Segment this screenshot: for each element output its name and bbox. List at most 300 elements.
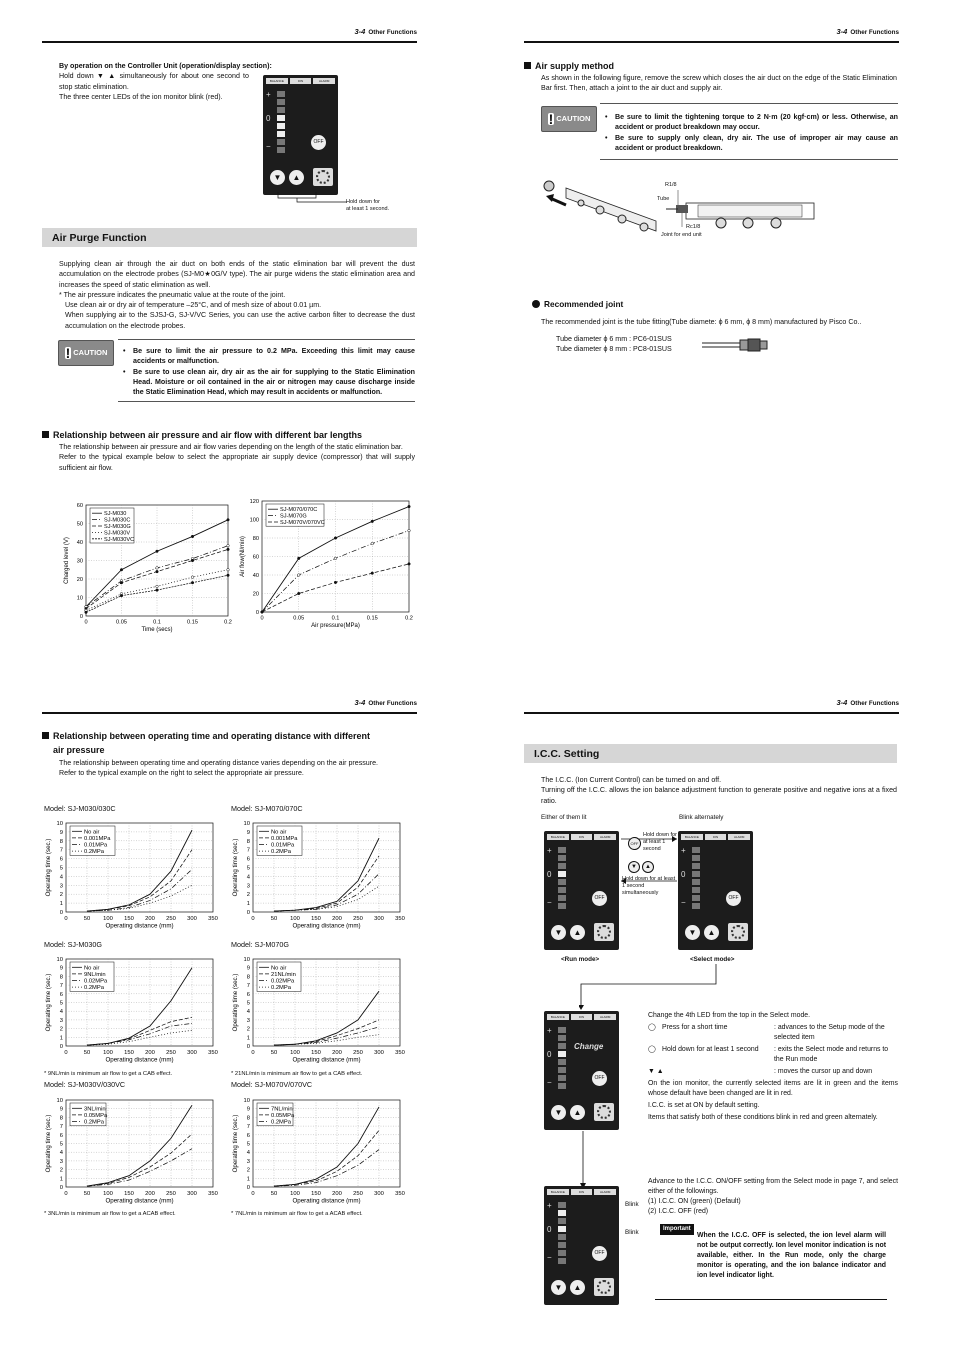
panel-label: ION bbox=[571, 1189, 593, 1195]
legend-label: 0.2MPa bbox=[271, 985, 291, 992]
fig-joint: Joint for end unit bbox=[661, 232, 702, 238]
down-button[interactable]: ▼ bbox=[685, 925, 700, 940]
data-point bbox=[334, 557, 337, 560]
chart-svg bbox=[62, 497, 232, 642]
x-axis-label: Operating distance (mm) bbox=[105, 1197, 174, 1205]
fig-rc18: Rc1/8 bbox=[686, 224, 701, 230]
plus-icon: + bbox=[547, 1201, 552, 1210]
legend-label: SJ-M070V/070VC bbox=[280, 520, 325, 526]
data-point bbox=[156, 567, 159, 570]
y-tick-label: 10 bbox=[76, 595, 83, 602]
op-time-title-l1: Relationship between operating time and operating distance with different bbox=[53, 731, 371, 741]
purge-p2: * The air pressure indicates the pneumatic value at the route of the joint. bbox=[59, 290, 286, 299]
y-tick-label: 4 bbox=[59, 1009, 63, 1016]
panel-label: BALANCE bbox=[547, 834, 569, 840]
note-3nl: * 3NL/min is minimum air flow to get a ACAB effect. bbox=[44, 1211, 176, 1217]
data-point bbox=[297, 592, 300, 595]
legend-label: SJ-M030 bbox=[104, 511, 127, 518]
caution-item: • Be sure to use clean air, dry air as the air for supplying to the Static Elimination Head. Moisture or oil contained in the air or nitrogen may cause discharge inside the Static Elimination Head, which may result in accidents or malfunction. bbox=[123, 367, 415, 398]
up-button[interactable]: ▲ bbox=[570, 1105, 585, 1120]
panel-label: ALARM bbox=[728, 834, 750, 840]
y-tick-label: 6 bbox=[246, 991, 250, 998]
hold-bottom-label: Hold down for at least 1 second simultaneously bbox=[622, 876, 676, 896]
x-tick-label: 0 bbox=[251, 915, 255, 922]
x-tick-label: 350 bbox=[208, 915, 218, 922]
legend-label: 0.05MPa bbox=[84, 1112, 108, 1119]
y-tick-label: 0 bbox=[246, 910, 250, 916]
legend-label: No air bbox=[84, 829, 100, 836]
x-tick-label: 150 bbox=[311, 915, 321, 922]
purge-p4: When supplying air to the SJSJ-G, SJ-V/VC Series, you can use the active carbon filter to decrease the dust accumulation on the electrode probes. bbox=[65, 311, 415, 330]
rel-text bbox=[59, 442, 415, 473]
y-tick-label: 10 bbox=[56, 957, 63, 963]
legend-label: No air bbox=[84, 965, 100, 972]
y-axis-label: Air flow(Nl/min) bbox=[240, 536, 246, 577]
panel-label: ALARM bbox=[313, 78, 335, 84]
x-tick-label: 300 bbox=[187, 915, 197, 922]
panel-label: ALARM bbox=[594, 1014, 616, 1020]
data-point bbox=[334, 581, 337, 584]
header-rule bbox=[524, 41, 899, 43]
y-tick-label: 1 bbox=[59, 901, 63, 908]
blink-label-1: Blink bbox=[625, 1201, 639, 1208]
rec-list bbox=[556, 334, 672, 355]
y-tick-label: 10 bbox=[56, 821, 63, 827]
page-top-right bbox=[524, 27, 899, 677]
recommended-joint-title bbox=[532, 299, 623, 311]
zero-icon: 0 bbox=[547, 1225, 552, 1234]
panel-top-labels bbox=[681, 834, 750, 840]
legend-label: 0.2MPa bbox=[271, 1119, 291, 1126]
y-axis-label: Operating time (sec.) bbox=[45, 1114, 52, 1173]
select-mode-label: <Select mode> bbox=[690, 956, 735, 963]
y-axis-label: Charged level (V) bbox=[64, 537, 70, 584]
op-time-title bbox=[42, 730, 417, 743]
y-tick-label: 9 bbox=[59, 965, 63, 972]
y-tick-label: 2 bbox=[246, 1167, 250, 1174]
caution-label: CAUTION bbox=[73, 347, 108, 357]
y-tick-label: 4 bbox=[59, 1150, 63, 1157]
controller-op-text bbox=[59, 61, 272, 102]
page-top-left bbox=[42, 27, 417, 677]
y-tick-label: 9 bbox=[246, 829, 250, 836]
change-title: Change the 4th LED from the top in the Select mode. bbox=[648, 1012, 811, 1019]
page-header-title: Other Functions bbox=[850, 29, 899, 36]
header-rule bbox=[42, 41, 417, 43]
data-point bbox=[156, 585, 159, 588]
panel-label: BALANCE bbox=[266, 78, 288, 84]
y-tick-label: 2 bbox=[59, 1026, 63, 1033]
x-tick-label: 100 bbox=[103, 915, 113, 922]
caution-label: CAUTION bbox=[556, 113, 591, 123]
y-tick-label: 7 bbox=[59, 983, 63, 990]
led-bar bbox=[558, 1027, 566, 1091]
option-off: (2) I.C.C. OFF (red) bbox=[648, 1208, 709, 1215]
op-tail: simultaneously for about one second to stop static elimination. bbox=[59, 72, 249, 91]
x-tick-label: 0.2 bbox=[405, 615, 413, 622]
x-axis-label: Operating distance (mm) bbox=[105, 922, 174, 930]
up-button[interactable]: ▲ bbox=[704, 925, 719, 940]
x-axis-label: Operating distance (mm) bbox=[292, 922, 361, 930]
hold-note-line1: Hold down for bbox=[346, 199, 380, 205]
off-button[interactable]: OFF bbox=[592, 1246, 607, 1261]
legend-label: 21NL/min bbox=[271, 971, 296, 978]
y-tick-label: 4 bbox=[246, 1150, 250, 1157]
page-number: 3-4 bbox=[354, 698, 366, 707]
dial-icon bbox=[313, 168, 333, 186]
panel-top-labels bbox=[547, 1014, 616, 1020]
icc-default-text: I.C.C. is set at ON by default setting. bbox=[648, 1102, 760, 1109]
monitor-text: On the ion monitor, the currently selected items are lit in green and the items whose default have been changed are lit in red. bbox=[648, 1080, 898, 1097]
legend-label: 7NL/min bbox=[271, 1106, 293, 1113]
y-tick-label: 3 bbox=[246, 1017, 250, 1024]
led-bar bbox=[692, 847, 700, 911]
data-point bbox=[408, 505, 411, 508]
y-tick-label: 3 bbox=[59, 883, 63, 890]
y-tick-label: 30 bbox=[76, 558, 83, 565]
y-tick-label: 7 bbox=[246, 1124, 250, 1131]
zero-icon: 0 bbox=[547, 870, 552, 879]
chart-sj-m030v bbox=[44, 1095, 219, 1211]
legend-label: SJ-M070/070C bbox=[280, 507, 318, 514]
legend-label: 0.02MPa bbox=[271, 978, 295, 985]
panel-label: ALARM bbox=[594, 834, 616, 840]
off-button[interactable]: OFF bbox=[592, 891, 607, 906]
x-tick-label: 0 bbox=[64, 1049, 68, 1056]
panel-label: ION bbox=[571, 1014, 593, 1020]
y-tick-label: 3 bbox=[246, 883, 250, 890]
plus-icon: + bbox=[547, 1026, 552, 1035]
x-tick-label: 100 bbox=[290, 915, 300, 922]
row1-left: Press for a short time bbox=[662, 1024, 728, 1031]
caution-box bbox=[600, 103, 898, 160]
y-tick-label: 8 bbox=[59, 1115, 63, 1122]
zero-icon: 0 bbox=[547, 1050, 552, 1059]
page-bottom-right bbox=[524, 698, 899, 1303]
row2-right: : exits the Select mode and returns to the Run mode bbox=[774, 1046, 889, 1063]
down-button-icon: ▼ bbox=[628, 861, 640, 873]
square-bullet-icon bbox=[42, 431, 49, 438]
x-tick-label: 350 bbox=[395, 915, 405, 922]
page-header-title: Other Functions bbox=[368, 29, 417, 36]
x-tick-label: 250 bbox=[166, 1049, 176, 1056]
data-point bbox=[334, 537, 337, 540]
page-header bbox=[355, 698, 417, 709]
hold-note-line2: at least 1 second. bbox=[346, 205, 390, 212]
y-tick-label: 1 bbox=[246, 1176, 250, 1183]
x-axis-label: Air pressure(MPa) bbox=[311, 623, 360, 630]
up-button[interactable]: ▲ bbox=[289, 170, 304, 185]
change-panel bbox=[544, 1011, 619, 1130]
panel-label: ION bbox=[290, 78, 312, 84]
chart-svg bbox=[238, 497, 413, 642]
dial-icon bbox=[594, 1278, 614, 1296]
up-button[interactable]: ▲ bbox=[570, 1280, 585, 1295]
y-tick-label: 0 bbox=[246, 1185, 250, 1191]
legend-label: 0.2MPa bbox=[271, 849, 291, 856]
y-tick-label: 9 bbox=[246, 965, 250, 972]
data-point bbox=[408, 563, 411, 566]
chart-svg bbox=[231, 818, 406, 936]
y-axis-label: Operating time (sec.) bbox=[45, 973, 52, 1032]
x-tick-label: 200 bbox=[145, 1049, 155, 1056]
off-button[interactable]: OFF bbox=[726, 891, 741, 906]
icc-onoff-text bbox=[648, 1177, 898, 1217]
chart-svg bbox=[44, 954, 219, 1070]
y-tick-label: 8 bbox=[246, 838, 250, 845]
page-header bbox=[355, 27, 417, 38]
y-tick-label: 9 bbox=[246, 1106, 250, 1113]
x-tick-label: 100 bbox=[103, 1049, 113, 1056]
x-tick-label: 0.1 bbox=[153, 619, 161, 626]
y-tick-label: 100 bbox=[249, 517, 259, 524]
data-point bbox=[297, 557, 300, 560]
page-header bbox=[837, 27, 899, 38]
icc-p2: Turning off the I.C.C. allows the ion balance adjustment function to generate positive and negative ions at a fixed ratio. bbox=[541, 786, 897, 805]
x-tick-label: 150 bbox=[124, 1049, 134, 1056]
y-tick-label: 8 bbox=[59, 838, 63, 845]
chart-title: Model: SJ-M030/030C bbox=[44, 804, 116, 813]
either-lit-label: Either of them lit bbox=[541, 814, 587, 821]
up-button-icon: ▲ bbox=[108, 72, 117, 81]
minus-icon: − bbox=[547, 898, 552, 907]
y-tick-label: 1 bbox=[59, 1176, 63, 1183]
dial-icon bbox=[594, 923, 614, 941]
page-number: 3-4 bbox=[836, 27, 848, 36]
chart-sj-m070v bbox=[231, 1095, 406, 1211]
x-tick-label: 200 bbox=[145, 915, 155, 922]
off-button-icon: ◯ bbox=[648, 1024, 656, 1031]
down-button-icon: ▼ bbox=[96, 72, 106, 81]
row3-right: : moves the cursor up and down bbox=[774, 1068, 873, 1075]
flow-arrow bbox=[579, 964, 719, 1010]
data-point bbox=[85, 611, 88, 614]
x-tick-label: 200 bbox=[332, 1190, 342, 1197]
y-tick-label: 50 bbox=[76, 521, 83, 528]
y-tick-label: 10 bbox=[243, 821, 250, 827]
caution-item: • Be sure to limit the tightening torque to 2 N·m (20 kgf·cm) or less. Otherwise, an accident or product breakdown may occur. bbox=[605, 112, 898, 133]
down-button[interactable]: ▼ bbox=[551, 1280, 566, 1295]
hold-top-label: Hold down for at least 1 second bbox=[643, 832, 677, 852]
y-tick-label: 7 bbox=[59, 847, 63, 854]
off-button[interactable]: OFF bbox=[311, 135, 326, 150]
op-line1 bbox=[59, 71, 249, 92]
data-point bbox=[227, 544, 230, 547]
x-tick-label: 250 bbox=[353, 1190, 363, 1197]
data-point bbox=[408, 529, 411, 532]
y-tick-label: 0 bbox=[59, 1185, 63, 1191]
panel-label: BALANCE bbox=[681, 834, 703, 840]
x-tick-label: 250 bbox=[353, 915, 363, 922]
page-header bbox=[837, 698, 899, 709]
x-tick-label: 100 bbox=[290, 1190, 300, 1197]
y-tick-label: 3 bbox=[59, 1017, 63, 1024]
hold-down-leader-lines bbox=[272, 192, 347, 204]
x-tick-label: 350 bbox=[208, 1049, 218, 1056]
x-tick-label: 0.05 bbox=[293, 615, 305, 622]
chart-svg bbox=[44, 1095, 219, 1211]
legend-label: No air bbox=[271, 965, 287, 972]
purge-p1: Supplying clean air through the air duct on both ends of the static elimination bar will prevent the dust accumulation on the electrode probes (SJ-M0★0G/V type). The air purge widens the static elimination area and increases the speed of static elimination as well. bbox=[59, 260, 415, 289]
zero-icon: 0 bbox=[266, 114, 271, 123]
flow-arrow-down bbox=[579, 1131, 587, 1189]
y-tick-label: 60 bbox=[252, 554, 259, 561]
x-tick-label: 200 bbox=[145, 1190, 155, 1197]
caution-badge bbox=[541, 106, 597, 132]
page-number: 3-4 bbox=[354, 27, 366, 36]
chart-air-flow bbox=[238, 497, 413, 642]
up-down-buttons-icon: ▼ ▲ bbox=[648, 1068, 664, 1075]
legend-label: 0.001MPa bbox=[271, 835, 298, 842]
warning-icon: ! bbox=[65, 345, 71, 361]
x-tick-label: 300 bbox=[374, 1049, 384, 1056]
chart-title: Model: SJ-M070V/070VC bbox=[231, 1080, 313, 1089]
y-tick-label: 0 bbox=[255, 610, 259, 616]
x-tick-label: 50 bbox=[83, 1190, 91, 1197]
down-button[interactable]: ▼ bbox=[551, 1105, 566, 1120]
panel-top-labels bbox=[547, 1189, 616, 1195]
data-point bbox=[120, 594, 123, 597]
minus-icon: − bbox=[681, 898, 686, 907]
y-tick-label: 7 bbox=[59, 1124, 63, 1131]
x-tick-label: 300 bbox=[187, 1049, 197, 1056]
x-tick-label: 100 bbox=[290, 1049, 300, 1056]
y-tick-label: 40 bbox=[76, 540, 83, 546]
y-tick-label: 6 bbox=[59, 856, 63, 863]
legend-label: SJ-M070G bbox=[280, 513, 307, 520]
y-tick-label: 10 bbox=[243, 957, 250, 963]
caution-item: • Be sure to limit the air pressure to 0.2 MPa. Exceeding this limit may cause accidents or malfunction. bbox=[123, 346, 415, 367]
legend-label: 0.2MPa bbox=[84, 849, 104, 856]
rec-title-text: Recommended joint bbox=[544, 299, 624, 309]
y-tick-label: 10 bbox=[56, 1098, 63, 1104]
y-tick-label: 8 bbox=[59, 974, 63, 981]
dial-icon bbox=[728, 923, 748, 941]
y-tick-label: 2 bbox=[246, 892, 250, 899]
y-tick-label: 3 bbox=[59, 1158, 63, 1165]
data-point bbox=[371, 520, 374, 523]
plus-icon: + bbox=[266, 90, 271, 99]
x-tick-label: 50 bbox=[83, 1049, 91, 1056]
led-bar bbox=[558, 1202, 566, 1266]
data-point bbox=[191, 576, 194, 579]
row-hold bbox=[648, 1045, 898, 1065]
x-tick-label: 300 bbox=[187, 1190, 197, 1197]
legend-label: 9NL/min bbox=[84, 971, 106, 978]
page-number: 3-4 bbox=[836, 698, 848, 707]
x-tick-label: 150 bbox=[311, 1049, 321, 1056]
y-tick-label: 60 bbox=[76, 503, 83, 509]
legend-label: 0.2MPa bbox=[84, 985, 104, 992]
chart-sj-m030g bbox=[44, 954, 219, 1070]
chart-svg bbox=[231, 954, 406, 1070]
rec-text: The recommended joint is the tube fitting(Tube diamete: ϕ 6 mm, ϕ 8 mm) manufactured by Pisco Co.. bbox=[541, 318, 862, 326]
note-21nl: * 21NL/min is minimum air flow to get a CAB effect. bbox=[231, 1071, 363, 1077]
legend-label: 0.01MPa bbox=[84, 842, 108, 849]
y-tick-label: 80 bbox=[252, 536, 259, 542]
legend-label: SJ-M030V bbox=[104, 530, 131, 537]
y-tick-label: 2 bbox=[246, 1026, 250, 1033]
off-button-icon: ◯ bbox=[648, 1046, 656, 1053]
x-tick-label: 0 bbox=[251, 1190, 255, 1197]
panel-label: BALANCE bbox=[547, 1014, 569, 1020]
plus-icon: + bbox=[547, 846, 552, 855]
y-tick-label: 6 bbox=[246, 856, 250, 863]
y-tick-label: 4 bbox=[246, 1009, 250, 1016]
op-time-title-l2: air pressure bbox=[53, 745, 105, 755]
chart-sj-m070g bbox=[231, 954, 406, 1070]
x-axis-label: Operating distance (mm) bbox=[105, 1056, 174, 1064]
legend-label: 0.05MPa bbox=[271, 1112, 295, 1119]
panel-label: ALARM bbox=[594, 1189, 616, 1195]
y-tick-label: 0 bbox=[79, 614, 83, 620]
caution-item: • Be sure to supply only clean, dry air. The use of improper air may cause an accident or product breakdown. bbox=[605, 133, 898, 154]
x-axis-label: Operating distance (mm) bbox=[292, 1056, 361, 1064]
x-tick-label: 200 bbox=[332, 915, 342, 922]
y-tick-label: 8 bbox=[246, 974, 250, 981]
x-tick-label: 350 bbox=[395, 1190, 405, 1197]
x-axis-label: Time (secs) bbox=[141, 627, 173, 634]
minus-icon: − bbox=[266, 142, 271, 151]
data-point bbox=[120, 568, 123, 571]
op-hold: Hold down bbox=[59, 72, 94, 81]
run-mode-panel bbox=[544, 831, 619, 950]
led-bar bbox=[558, 847, 566, 911]
select-mode-panel bbox=[678, 831, 753, 950]
page-header-title: Other Functions bbox=[850, 700, 899, 707]
note-9nl: * 9NL/min is minimum air flow to get a CAB effect. bbox=[44, 1071, 173, 1077]
minus-icon: − bbox=[547, 1253, 552, 1262]
up-button[interactable]: ▲ bbox=[570, 925, 585, 940]
y-axis-label: Operating time (sec.) bbox=[232, 838, 239, 897]
chart-sj-m030 bbox=[44, 818, 219, 936]
x-tick-label: 50 bbox=[270, 915, 278, 922]
x-axis-label: Operating distance (mm) bbox=[292, 1197, 361, 1205]
chart-title: Model: SJ-M070G bbox=[231, 940, 289, 949]
option-on: (1) I.C.C. ON (green) (Default) bbox=[648, 1198, 741, 1205]
purge-text bbox=[59, 259, 415, 331]
down-button[interactable]: ▼ bbox=[551, 925, 566, 940]
caution-box bbox=[118, 339, 415, 402]
data-point bbox=[227, 574, 230, 577]
blink-alt-label: Blink alternately bbox=[679, 814, 724, 821]
x-tick-label: 350 bbox=[395, 1049, 405, 1056]
x-tick-label: 0.1 bbox=[331, 615, 340, 622]
rel-title-text: Relationship between air pressure and air flow with different bar lengths bbox=[53, 430, 363, 440]
y-tick-label: 7 bbox=[246, 847, 250, 854]
legend-label: 3NL/min bbox=[84, 1106, 106, 1113]
legend-label: 0.2MPa bbox=[84, 1119, 104, 1126]
y-tick-label: 20 bbox=[252, 591, 259, 598]
op-time-text bbox=[59, 758, 415, 779]
data-point bbox=[261, 611, 264, 614]
y-tick-label: 1 bbox=[246, 901, 250, 908]
blink-label-2: Blink bbox=[625, 1229, 639, 1236]
data-point bbox=[156, 550, 159, 553]
row-cursor bbox=[648, 1067, 898, 1077]
chart-title: Model: SJ-M030V/030VC bbox=[44, 1080, 126, 1089]
dial-icon bbox=[594, 1103, 614, 1121]
section-air-purge: Air Purge Function bbox=[42, 228, 417, 247]
legend-label: 0.02MPa bbox=[84, 978, 108, 985]
off-button-icon: OFF bbox=[628, 837, 641, 850]
off-button[interactable]: OFF bbox=[592, 1071, 607, 1086]
x-tick-label: 250 bbox=[166, 1190, 176, 1197]
y-tick-label: 5 bbox=[59, 1000, 63, 1007]
joint-fitting-icon bbox=[702, 338, 772, 352]
y-tick-label: 1 bbox=[246, 1035, 250, 1042]
down-button[interactable]: ▼ bbox=[270, 170, 285, 185]
